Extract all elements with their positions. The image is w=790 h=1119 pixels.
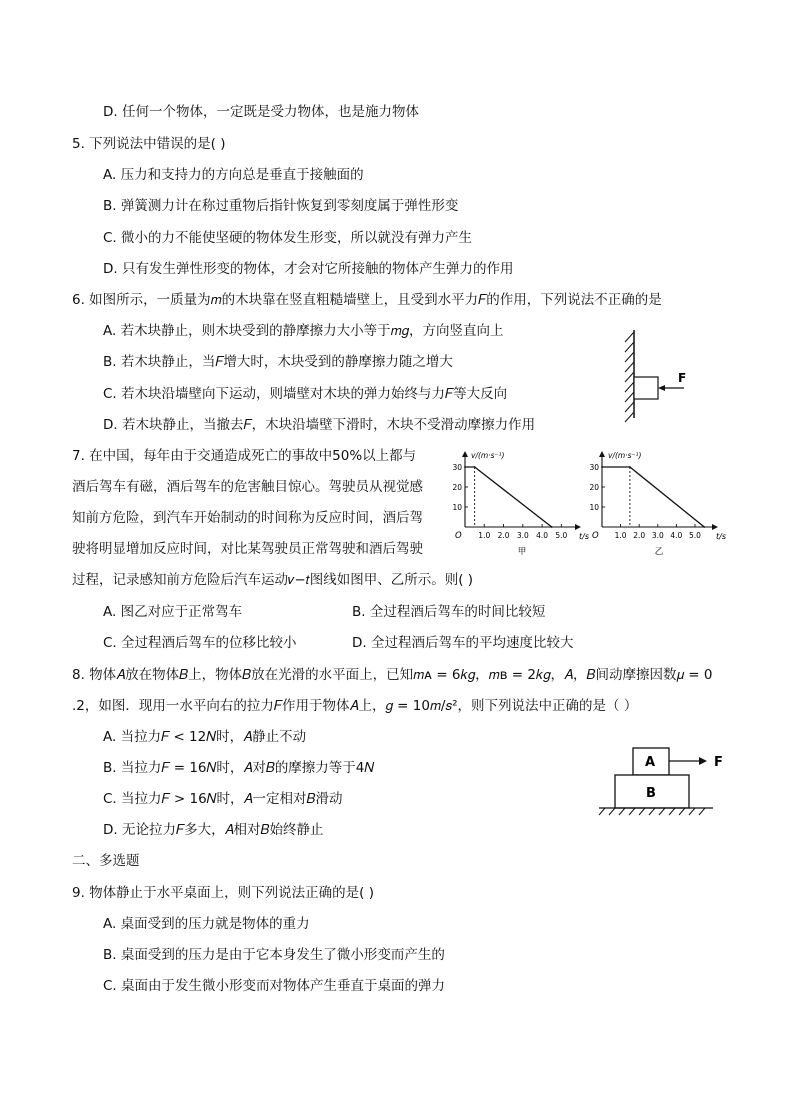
x-tick-label: 2.0 (633, 531, 646, 540)
q7-option-c: C. 全过程酒后驾车的位移比较小 (103, 635, 297, 651)
q9-stem: 9. 物体静止于水平桌面上，则下列说法正确的是( ) (72, 885, 374, 901)
x-tick-label: 4.0 (670, 531, 683, 540)
x-tick-label: 1.0 (478, 531, 491, 540)
q5-option-a: A. 压力和支持力的方向总是垂直于接触面的 (103, 167, 364, 183)
q6-option-b: B. 若木块静止，当𝐹增大时，木块受到的静摩擦力随之增大 (103, 354, 453, 370)
q6-option-d: D. 若木块静止，当撤去𝐹，木块沿墙壁下滑时，木块不受滑动摩擦力作用 (103, 417, 536, 433)
q9-option-a: A. 桌面受到的压力就是物体的重力 (103, 916, 310, 932)
data-point (474, 466, 476, 468)
q8-option-b: B. 当拉力𝐹 = 16𝑁时，𝐴对𝐵的摩擦力等于4𝑁 (103, 760, 375, 776)
q4-option-d: D. 任何一个物体，一定既是受力物体，也是施力物体 (103, 104, 419, 120)
q7-chart-yi (582, 447, 726, 557)
y-axis-arrow (462, 451, 468, 457)
chart-title: 甲 (517, 547, 527, 557)
q8-line-1: 8. 物体𝐴放在物体𝐵上，物体𝐵放在光滑的水平面上，已知𝑚ᴀ = 6𝑘𝑔，𝑚ʙ = 2𝑘𝑔，𝐴，𝐵间动摩擦因数𝜇 = 0 (72, 667, 713, 683)
y-tick-label: 30 (589, 463, 599, 472)
x-tick-label: 3.0 (651, 531, 664, 540)
q8-force-arrow (699, 757, 707, 765)
q9-option-b: B. 桌面受到的压力是由于它本身发生了微小形变而产生的 (103, 947, 445, 963)
q6-stem: 6. 如图所示，一质量为𝑚的木块靠在竖直粗糙墙壁上，且受到水平力𝐹的作用，下列说法不正确的是 (72, 292, 662, 308)
y-axis-label: v/(m·s⁻¹) (471, 451, 505, 460)
origin-label: O (455, 531, 462, 541)
q8-option-c: C. 当拉力𝐹 > 16𝑁时，𝐴一定相对𝐵滑动 (103, 791, 343, 807)
q6-option-a: A. 若木块静止，则木块受到的静摩擦力大小等于𝑚𝑔，方向竖直向上 (103, 323, 504, 339)
q7-option-a: A. 图乙对应于正常驾车 (103, 604, 243, 620)
y-axis-label: v/(m·s⁻¹) (608, 451, 642, 460)
x-tick-label: 5.0 (689, 531, 701, 540)
x-axis-label: t/s (579, 532, 589, 541)
q5-option-b: B. 弹簧测力计在称过重物后指针恢复到零刻度属于弹性形变 (103, 198, 459, 214)
x-tick-label: 2.0 (497, 531, 510, 540)
x-tick-label: 1.0 (614, 531, 627, 540)
data-point (551, 526, 553, 528)
q9-option-c: C. 桌面由于发生微小形变而对物体产生垂直于桌面的弹力 (103, 978, 446, 994)
x-tick-label: 5.0 (555, 531, 568, 540)
y-axis-arrow (599, 451, 605, 457)
q7-chart-jia (445, 447, 589, 557)
q8-blocks-figure (595, 744, 740, 816)
data-point (464, 466, 466, 468)
vt-series-line (465, 467, 552, 527)
q8-force-label: F (714, 755, 723, 770)
y-tick-label: 10 (589, 503, 599, 512)
y-tick-label: 30 (452, 463, 462, 472)
q6-force-arrow (658, 385, 665, 391)
chart-title: 乙 (654, 547, 664, 557)
q7-line-4: 驶将明显增加反应时间，对比某驾驶员正常驾驶和酒后驾驶 (72, 541, 423, 557)
data-point (629, 466, 631, 468)
q7-line-3: 知前方危险，到汽车开始制动的时间称为反应时间，酒后驾 (72, 510, 423, 526)
x-tick-label: 3.0 (516, 531, 529, 540)
x-tick-label: 4.0 (536, 531, 549, 540)
x-axis-arrow (575, 524, 581, 530)
q7-option-b: B. 全过程酒后驾车的时间比较短 (352, 604, 546, 620)
q6-force-label: F (678, 371, 687, 385)
y-tick-label: 10 (452, 503, 462, 512)
section-title: 二、多选题 (72, 853, 140, 869)
q8-block-b-label: B (646, 786, 656, 801)
q5-option-d: D. 只有发生弹性形变的物体，才会对它所接触的物体产生弹力的作用 (103, 261, 514, 277)
vt-series-line (602, 467, 704, 527)
q6-option-c: C. 若木块沿墙壁向下运动，则墙壁对木块的弹力始终与力𝐹等大反向 (103, 386, 508, 402)
x-axis-label: t/s (716, 532, 726, 541)
q6-wood-block (634, 377, 658, 399)
q7-line-1: 7. 在中国，每年由于交通造成死亡的事故中50%以上都与 (72, 448, 417, 464)
q5-option-c: C. 微小的力不能使坚硬的物体发生形变，所以就没有弹力产生 (103, 230, 473, 246)
q7-option-d: D. 全过程酒后驾车的平均速度比较大 (352, 635, 574, 651)
data-point (703, 526, 705, 528)
q8-block-a-label: A (645, 755, 656, 770)
x-axis-arrow (712, 524, 718, 530)
q7-line-2: 酒后驾车有磁，酒后驾车的危害触目惊心。驾驶员从视觉感 (72, 479, 423, 495)
y-tick-label: 20 (452, 483, 462, 492)
q8-option-d: D. 无论拉力𝐹多大，𝐴相对𝐵始终静止 (103, 822, 324, 838)
q5-stem: 5. 下列说法中错误的是( ) (72, 136, 226, 152)
data-point (601, 466, 603, 468)
q8-line-2: .2，如图．现用一水平向右的拉力𝐹作用于物体𝐴上，𝑔 = 10𝑚/𝑠²，则下列说法中正确的是（ ） (72, 698, 638, 714)
q7-line-5: 过程，记录感知前方危险后汽车运动𝑣−𝑡图线如图甲、乙所示。则( ) (72, 572, 474, 588)
q8-option-a: A. 当拉力𝐹 < 12𝑁时，𝐴静止不动 (103, 729, 307, 745)
y-tick-label: 20 (589, 483, 599, 492)
q6-wall-block-figure (612, 322, 712, 422)
origin-label: O (592, 531, 599, 541)
